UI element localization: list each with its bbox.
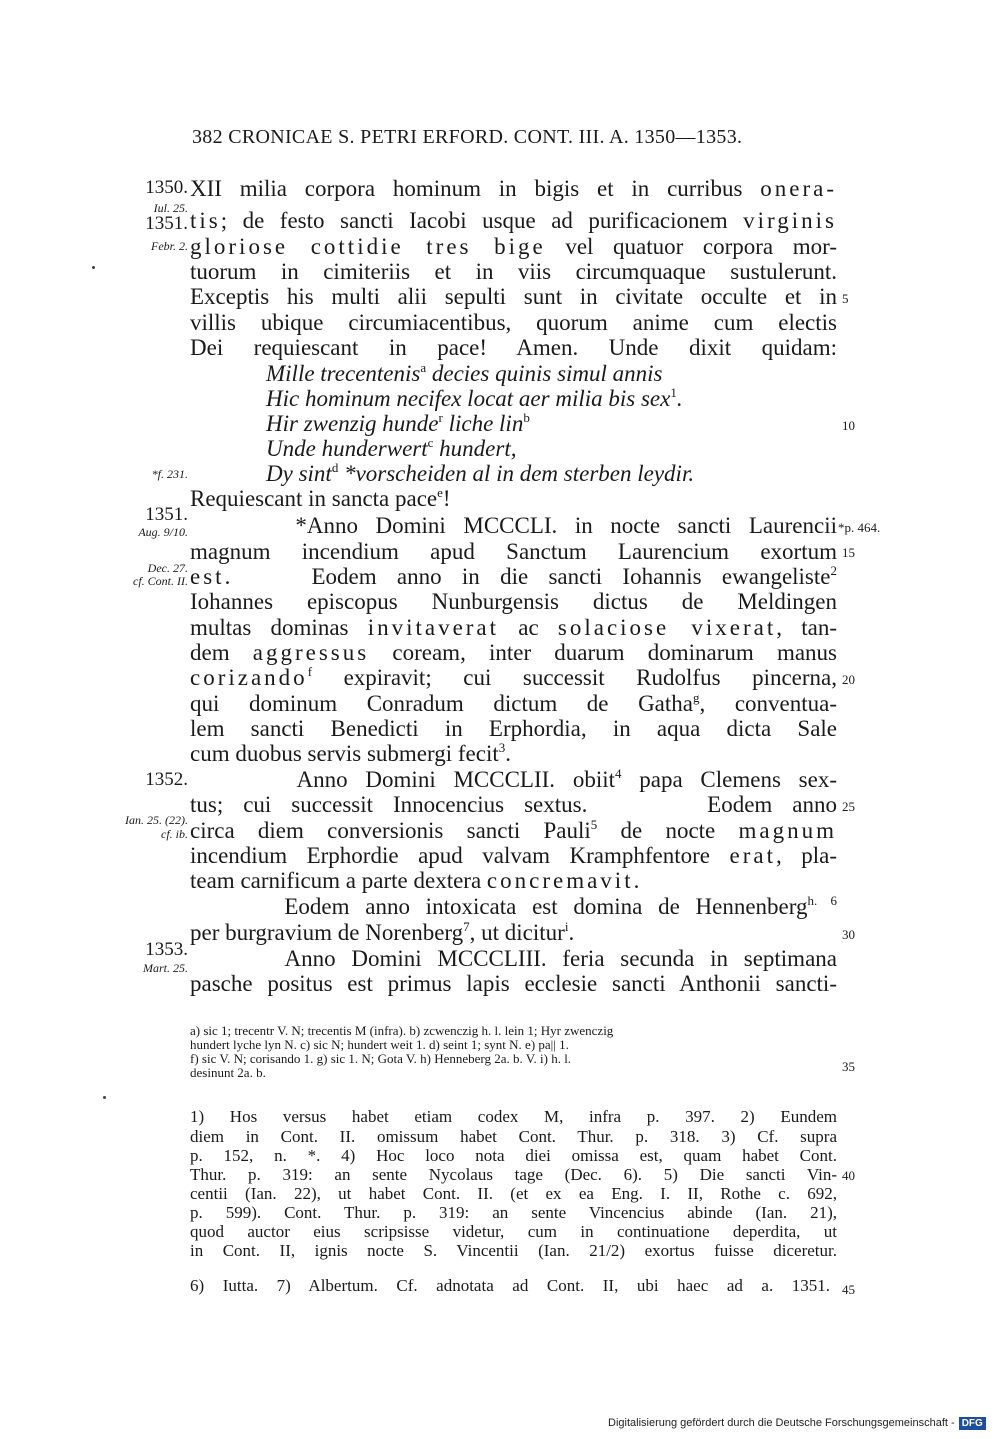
line-number: 15 (842, 545, 855, 560)
margin-year: 1351. (145, 213, 188, 234)
text-line (190, 589, 837, 615)
text-segment: decies quinis simul annis (426, 361, 663, 386)
page-reference: *p. 464. (838, 520, 881, 535)
text-segment: circa diem conversionis sancti Pauli (190, 818, 591, 843)
footnote-line: 1) Hos versus habet etiam codex M, infra p. 397. 2) Eundem (190, 1107, 837, 1126)
text-segment: ! (442, 486, 451, 511)
text-segment: Unde hunderwert (266, 436, 428, 461)
text-line (190, 208, 837, 234)
text-line (190, 868, 837, 894)
text-segment: . Eodem anno in die sancti Iohannis ewangeliste (224, 564, 831, 589)
text-segment: *vorscheiden al in dem sterben leydir. (338, 461, 695, 486)
footnote-line: centii (Ian. 22), ut habet Cont. II. (et ex ea Eng. I. II, Rothe c. 692, (190, 1184, 837, 1203)
text-line (190, 284, 837, 310)
margin-reference: cf. ib. (161, 827, 188, 841)
text-segment: per burgravium de Norenberg (190, 920, 464, 945)
apparatus-line: hundert lyche lyn N. c) sic N; hundert weit 1. d) seint 1; synt N. e) pa|| 1. (190, 1037, 569, 1052)
text-line (190, 310, 837, 336)
text-segment: ac (499, 615, 558, 640)
footnote-line: Thur. p. 319: an sente Nycolaus tage (Dec. 6). 5) Die sancti Vin- (190, 1165, 837, 1184)
text-segment: hundert, (433, 436, 517, 461)
text-segment: magnum incendium apud Sanctum Laurencium exortum (190, 539, 837, 564)
text-segment: concremavit (486, 868, 634, 893)
text-line (190, 767, 837, 793)
text-line (190, 539, 837, 565)
text-segment: de nocte (597, 818, 739, 843)
text-segment: Requiescant in sancta pace (190, 486, 438, 511)
footnote-marker: d (331, 460, 339, 475)
footnote-marker: i (564, 919, 569, 934)
verse-line (266, 461, 694, 487)
text-segment: . (676, 386, 683, 411)
footnote-line: in Cont. II, ignis nocte S. Vincentii (Ian. 21/2) exortus fuisse diceretur. (190, 1241, 837, 1260)
line-number: 35 (842, 1059, 855, 1074)
text-segment: , ut dicitur (469, 920, 565, 945)
margin-date: Dec. 27. (147, 561, 188, 575)
scan-speck (92, 266, 95, 269)
footnote-line: quod auctor eius scripsisse videtur, cum in continuatione deperdita, ut (190, 1222, 837, 1241)
margin-reference: cf. Cont. II. (133, 574, 188, 588)
text-segment: pasche positus est primus lapis ecclesie sancti Anthonii sancti- (190, 971, 837, 996)
text-segment: incendium Erphordie apud valvam Kramphfentore (190, 843, 730, 868)
text-segment: tuorum in cimiteriis et in viis circumquaque sustulerunt. (190, 259, 837, 284)
margin-year: 1352. (145, 769, 188, 790)
text-line (190, 716, 837, 742)
footnote-line: p. 152, n. *. 4) Hoc loco nota diei omissa est, quam habet Cont. (190, 1146, 837, 1165)
footnote-marker: 5 (590, 817, 598, 832)
line-number: 20 (842, 672, 855, 687)
text-segment: coream, inter duarum dominarum manus (369, 640, 837, 665)
line-number: 10 (842, 418, 855, 433)
text-line (190, 894, 837, 920)
line-number: 45 (842, 1282, 855, 1297)
footnote-marker: 7 (463, 919, 470, 934)
text-segment: liche lin (442, 411, 524, 436)
scan-speck (103, 1096, 106, 1099)
text-segment: Exceptis his multi alii sepulti sunt in civitate occulte et in (190, 284, 837, 309)
footnote-marker: a (420, 360, 427, 375)
text-line (190, 691, 837, 717)
margin-date: Ian. 25. (22). (125, 813, 188, 827)
margin-folio: *f. 231. (151, 467, 188, 481)
line-number: 30 (842, 927, 855, 942)
footnote-line: p. 599). Cont. Thur. p. 319: an sente Vincencius abinde (Ian. 21), (190, 1203, 837, 1222)
text-line (190, 564, 837, 590)
text-line (190, 640, 837, 666)
footnote-marker: f (307, 664, 313, 679)
margin-year: 1353. (145, 939, 188, 960)
text-segment: , conventua- (699, 691, 837, 716)
text-segment: invitaverat (367, 615, 500, 640)
text-segment: tus; cui successit Innocencius sextus. Eodem anno (190, 792, 837, 817)
text-segment: Mille trecentenis (266, 361, 421, 386)
text-line (190, 818, 837, 844)
text-segment: corizando (190, 665, 308, 690)
text-segment: vel quatuor corpora mor- (545, 234, 837, 259)
text-segment: papa Clemens sex- (621, 767, 837, 792)
margin-date: Aug. 9/10. (138, 525, 188, 539)
text-segment: cum duobus servis submergi fecit (190, 741, 499, 766)
page-header: 382 CRONICAE S. PETRI ERFORD. CONT. III. A. 1350—1353. (192, 126, 743, 148)
footnote-marker: 4 (614, 766, 622, 781)
text-line (190, 741, 837, 767)
verse-line (266, 361, 663, 387)
footer-text: Digitalisierung gefördert durch die Deutsche Forschungsgemeinschaft - (608, 1417, 955, 1429)
text-segment: dem (190, 640, 253, 665)
footnote-marker: r (438, 410, 443, 425)
verse-line (266, 386, 683, 412)
text-segment: XII milia corpora hominum in bigis et in curribus (190, 176, 761, 201)
text-line (190, 843, 837, 869)
footnote-marker: g (693, 690, 700, 705)
footnote-marker: e (437, 485, 443, 500)
text-segment: est (190, 564, 225, 589)
text-line (190, 946, 837, 972)
text-segment: lem sancti Benedicti in Erphordia, in aqua dicta Sale (190, 716, 837, 741)
text-line (190, 486, 837, 512)
text-line (190, 259, 837, 285)
text-segment: , pla- (775, 843, 838, 868)
dfg-logo-icon: DFG (959, 1417, 986, 1430)
text-segment: multas dominas (190, 615, 368, 640)
text-segment: qui dominum Conradum dictum de Gatha (190, 691, 693, 716)
footnote-marker: c (427, 435, 434, 450)
footnote-marker: b (523, 410, 530, 425)
text-segment: virginis (743, 208, 837, 233)
text-segment: Hic hominum necifex locat aer milia bis sex (266, 386, 671, 411)
text-segment: erat (729, 843, 776, 868)
text-segment: Anno Domini MCCCLIII. feria secunda in septimana (190, 946, 837, 971)
text-segment: onera- (760, 176, 837, 201)
footnote-line: 6) Iutta. 7) Albertum. Cf. adnotata ad Cont. II, ubi haec ad a. 1351. (190, 1276, 830, 1295)
text-segment: Iohannes episcopus Nunburgensis dictus de Meldingen (190, 589, 837, 614)
text-segment: Dei requiescant in pace! Amen. Unde dixit quidam: (190, 335, 837, 360)
text-line (190, 920, 837, 946)
text-line (190, 234, 837, 260)
text-line (190, 792, 837, 818)
line-number: 5 (842, 291, 849, 306)
footnote-line: diem in Cont. II. omissum habet Cont. Thur. p. 318. 3) Cf. supra (190, 1127, 837, 1146)
footnote-marker: 1 (670, 385, 677, 400)
text-line (190, 971, 837, 997)
margin-year: 1351. (145, 504, 188, 525)
text-segment: . (633, 868, 640, 893)
text-segment: Dy sint (266, 461, 332, 486)
text-segment: ; de festo sancti Iacobi usque ad purificacionem (220, 208, 744, 233)
margin-date: Febr. 2. (151, 239, 188, 253)
text-segment: Anno Domini MCCCLII. obiit (190, 767, 615, 792)
verse-line (266, 411, 530, 437)
text-segment: *Anno Domini MCCCLI. in nocte sancti Laurencii (190, 513, 837, 538)
footnote-marker: 3 (498, 740, 506, 755)
text-segment: solaciose vixerat (557, 615, 777, 640)
margin-year: 1350. (145, 177, 188, 198)
text-segment: tis (190, 208, 221, 233)
apparatus-line: a) sic 1; trecentr V. N; trecentis M (infra). b) zcwenczig h. l. lein 1; Hyr zwenczig (190, 1023, 614, 1038)
text-line (190, 176, 837, 202)
margin-date: Iul. 25. (153, 201, 188, 215)
text-segment: Hir zwenzig hunde (266, 411, 439, 436)
text-segment: Eodem anno intoxicata est domina de Hennenberg (190, 894, 808, 919)
text-line (190, 513, 837, 539)
text-segment: expiravit; cui successit Rudolfus pincerna, (312, 665, 837, 690)
text-segment: . (568, 920, 575, 945)
text-line (190, 615, 837, 641)
verse-line (266, 436, 516, 462)
text-line (190, 665, 837, 691)
text-segment: . (505, 741, 511, 766)
footnote-marker: 2 (830, 563, 837, 578)
apparatus-line: desinunt 2a. b. (190, 1065, 266, 1080)
margin-date: Mart. 25. (143, 961, 188, 975)
footnote-marker: h. 6 (807, 893, 837, 908)
text-segment: team carnificum a parte dextera (190, 868, 487, 893)
text-segment: , tan- (776, 615, 837, 640)
footer-credit (608, 1417, 986, 1430)
text-segment: gloriose cottidie tres bige (190, 234, 546, 259)
line-number: 40 (842, 1168, 855, 1183)
text-segment: villis ubique circumiacentibus, quorum anime cum electis (190, 310, 837, 335)
line-number: 25 (842, 799, 855, 814)
apparatus-line: f) sic V. N; corisando 1. g) sic 1. N; Gota V. h) Henneberg 2a. b. V. i) h. l. (190, 1051, 572, 1066)
text-line (190, 335, 837, 361)
text-segment: aggressus (252, 640, 370, 665)
text-segment: magnum (738, 818, 837, 843)
